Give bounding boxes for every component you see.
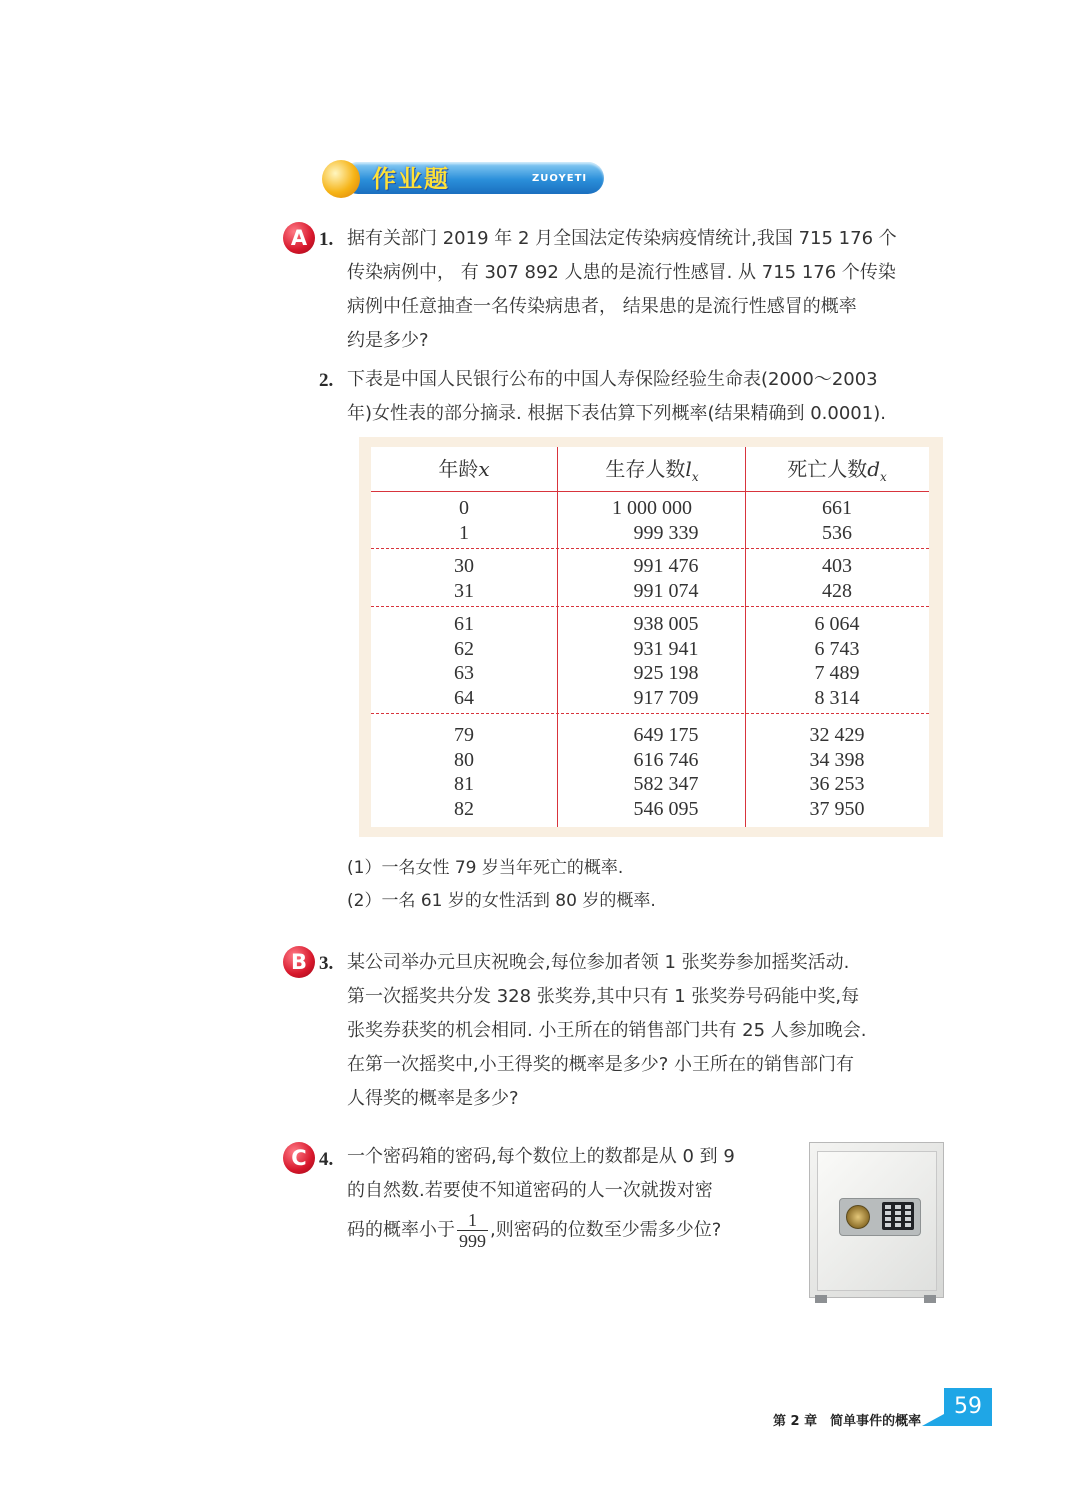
header-dead: 死亡人数$d_x$	[787, 457, 887, 484]
q4-line: 的自然数.若要使不知道密码的人一次就拨对密	[347, 1180, 713, 1201]
alive-cell: 925 198	[633, 662, 699, 684]
question-3-number: 3.	[319, 953, 334, 974]
alive-cell: 917 709	[633, 687, 699, 709]
age-cell: 79	[454, 724, 474, 746]
level-a-badge: A	[283, 222, 315, 254]
age-cell: 81	[454, 773, 474, 795]
alive-cell: 649 175	[633, 724, 699, 746]
dead-cell: 7 489	[814, 662, 860, 684]
age-cell: 61	[454, 613, 474, 635]
column-rule	[557, 447, 558, 827]
q2-line: 下表是中国人民银行公布的中国人寿保险经验生命表(2000～2003	[347, 369, 878, 390]
dead-cell: 34 398	[809, 749, 865, 771]
dead-cell: 32 429	[809, 724, 865, 746]
q3-line: 张奖券获奖的机会相同. 小王所在的销售部门共有 25 人参加晚会.	[347, 1020, 867, 1041]
age-cell: 30	[454, 555, 474, 577]
q1-line: 据有关部门 2019 年 2 月全国法定传染病疫情统计,我国 715 176 个	[347, 228, 897, 249]
age-cell: 31	[454, 580, 474, 602]
dead-cell: 403	[822, 555, 852, 577]
header-alive: 生存人数$l_x$	[605, 457, 699, 484]
question-4-text	[347, 1140, 735, 1208]
question-2-number: 2.	[319, 370, 334, 391]
alive-cell: 991 476	[633, 555, 699, 577]
dead-cell: 661	[822, 497, 852, 519]
question-4-number: 4.	[319, 1149, 334, 1170]
q3-line: 在第一次摇奖中,小王得奖的概率是多少? 小王所在的销售部门有	[347, 1054, 854, 1075]
q3-line: 第一次摇奖共分发 328 张奖券,其中只有 1 张奖券号码能中奖,每	[347, 986, 860, 1007]
level-b-badge: B	[283, 946, 315, 978]
alive-cell: 616 746	[633, 749, 699, 771]
age-cell: 80	[454, 749, 474, 771]
alive-cell: 938 005	[633, 613, 699, 635]
age-cell: 0	[459, 497, 469, 519]
header-rule	[371, 491, 929, 492]
q3-line: 某公司举办元旦庆祝晚会,每位参加者领 1 张奖券参加摇奖活动.	[347, 952, 850, 973]
alive-cell: 546 095	[633, 798, 699, 820]
q2-line: 年)女性表的部分摘录. 根据下表估算下列概率(结果精确到 0.0001).	[347, 403, 886, 424]
alive-cell: 582 347	[633, 773, 699, 795]
q3-line: 人得奖的概率是多少?	[347, 1088, 519, 1109]
q4-line-3: 码的概率小于 $\frac{1}{999}$ ,则密码的位数至少需多少位?	[347, 1210, 722, 1251]
banner-orb-icon	[322, 160, 360, 198]
group-separator	[371, 548, 929, 549]
life-table-body	[371, 447, 929, 827]
safe-illustration	[809, 1142, 942, 1306]
q2-sub-1: (1）一名女性 79 岁当年死亡的概率.	[347, 858, 624, 878]
page-number: 59	[944, 1388, 992, 1426]
age-cell: 1	[459, 522, 469, 544]
age-cell: 63	[454, 662, 474, 684]
q1-line: 病例中任意抽查一名传染病患者， 结果患的是流行性感冒的概率	[347, 296, 857, 317]
level-c-badge: C	[283, 1142, 315, 1174]
keypad-icon	[882, 1202, 914, 1230]
fraction: $\frac{1}{999}$	[459, 1210, 486, 1251]
dead-cell: 6 743	[814, 638, 860, 660]
dead-cell: 36 253	[809, 773, 865, 795]
dead-cell: 6 064	[814, 613, 860, 635]
dead-cell: 8 314	[814, 687, 860, 709]
group-separator	[371, 606, 929, 607]
q1-line: 约是多少?	[347, 330, 429, 351]
chapter-footer: 第 2 章 简单事件的概率	[773, 1414, 922, 1429]
question-3-text	[347, 946, 867, 1116]
question-1-number: 1.	[319, 229, 334, 250]
question-2-text	[347, 363, 886, 431]
section-title: 作业题	[372, 165, 450, 193]
q1-line: 传染病例中， 有 307 892 人患的是流行性感冒. 从 715 176 个传染	[347, 262, 896, 283]
alive-cell: 999 339	[633, 522, 699, 544]
life-table	[359, 437, 943, 837]
safe-lock-icon	[846, 1205, 870, 1229]
dead-cell: 428	[822, 580, 852, 602]
header-age: 年龄x	[438, 457, 490, 481]
q4-line: 一个密码箱的密码,每个数位上的数都是从 0 到 9	[347, 1146, 735, 1167]
section-subtitle: ZUOYETI	[532, 173, 588, 184]
age-cell: 82	[454, 798, 474, 820]
q2-sub-2: (2）一名 61 岁的女性活到 80 岁的概率.	[347, 891, 656, 911]
alive-cell: 1 000 000	[612, 497, 692, 519]
group-separator	[371, 713, 929, 714]
alive-cell: 991 074	[633, 580, 699, 602]
page-tab-tail	[922, 1414, 944, 1426]
alive-cell: 931 941	[633, 638, 699, 660]
section-banner	[322, 160, 604, 198]
age-cell: 64	[454, 687, 474, 709]
dead-cell: 37 950	[809, 798, 865, 820]
dead-cell: 536	[822, 522, 852, 544]
age-cell: 62	[454, 638, 474, 660]
question-1-text	[347, 222, 897, 358]
